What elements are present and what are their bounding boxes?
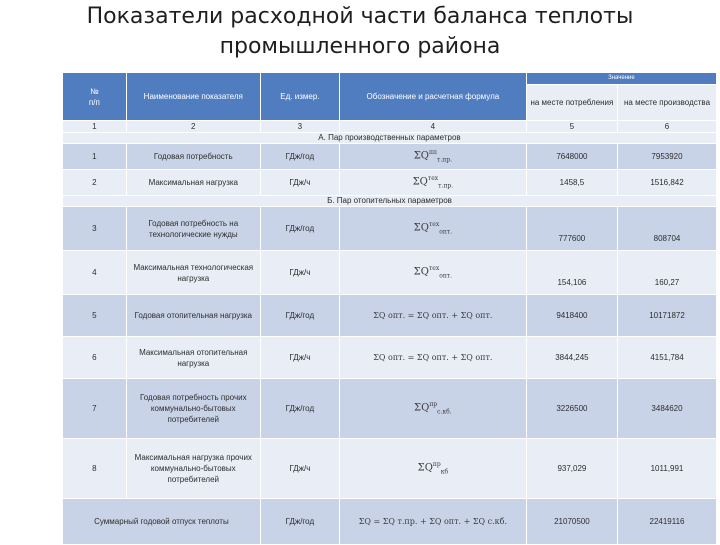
row-num: 6 (63, 337, 127, 379)
row-value-consumption: 154,106 (526, 251, 617, 295)
total-value-consumption: 21070500 (526, 499, 617, 545)
row-value-consumption: 7648000 (526, 144, 617, 170)
row-num: 8 (63, 439, 127, 499)
row-num: 7 (63, 379, 127, 439)
row-name: Максимальная отопительная нагрузка (126, 337, 260, 379)
row-formula: $\Sigma Q^{пп}_{т.пр.}$ (339, 144, 526, 170)
row-formula: ΣQ опт. = ΣQ опт. + ΣQ опт. (339, 337, 526, 379)
header-consumption: на месте потребления (526, 85, 617, 121)
row-unit: ГДж/ч (260, 251, 339, 295)
table-row (63, 439, 717, 499)
col-number: 5 (526, 121, 617, 133)
col-number: 2 (126, 121, 260, 133)
row-name: Максимальная нагрузка прочих коммунально-бытовых потребителей (126, 439, 260, 499)
row-value-production: 1011,991 (618, 439, 717, 499)
header-formula: Обозначение и расчетная формула (339, 73, 526, 121)
table-row (63, 379, 717, 439)
title-line-1: Показатели расходной части баланса теплоты (86, 4, 634, 29)
row-num: 5 (63, 295, 127, 337)
row-name: Максимальная нагрузка (126, 170, 260, 196)
total-row (63, 499, 717, 545)
row-value-production: 3484620 (618, 379, 717, 439)
row-value-consumption: 937,029 (526, 439, 617, 499)
balance-table (62, 72, 717, 545)
row-num: 3 (63, 207, 127, 251)
row-num: 4 (63, 251, 127, 295)
row-value-production: 4151,784 (618, 337, 717, 379)
table-row (63, 295, 717, 337)
row-name: Годовая потребность (126, 144, 260, 170)
page-title (0, 2, 720, 62)
row-value-consumption: 3844,245 (526, 337, 617, 379)
row-unit: ГДж/год (260, 295, 339, 337)
row-name: Годовая потребность прочих коммунально-бытовых потребителей (126, 379, 260, 439)
col-number: 6 (618, 121, 717, 133)
row-value-production: 1516,842 (618, 170, 717, 196)
row-value-production: 160,27 (618, 251, 717, 295)
table-row (63, 144, 717, 170)
title-line-2: промышленного района (219, 34, 501, 59)
table-row (63, 207, 717, 251)
row-value-consumption: 1458,5 (526, 170, 617, 196)
header-row-top (63, 73, 717, 85)
row-num: 2 (63, 170, 127, 196)
table-row (63, 170, 717, 196)
row-name: Максимальная технологическая нагрузка (126, 251, 260, 295)
col-number: 3 (260, 121, 339, 133)
section-b-label: Б. Пар отопительных параметров (63, 196, 717, 207)
row-value-consumption: 9418400 (526, 295, 617, 337)
col-number: 1 (63, 121, 127, 133)
header-production: на месте производства (618, 85, 717, 121)
section-b-row (63, 196, 717, 207)
row-formula: ΣQ опт. = ΣQ опт. + ΣQ опт. (339, 295, 526, 337)
row-unit: ГДж/ч (260, 439, 339, 499)
row-name: Годовая потребность на технологические нужды (126, 207, 260, 251)
total-label: Суммарный годовой отпуск теплоты (63, 499, 261, 545)
header-num: № п/п (63, 73, 127, 121)
row-unit: ГДж/год (260, 207, 339, 251)
header-name: Наименование показателя (126, 73, 260, 121)
row-num: 1 (63, 144, 127, 170)
row-value-production: 7953920 (618, 144, 717, 170)
row-value-production: 808704 (618, 207, 717, 251)
col-number: 4 (339, 121, 526, 133)
table-row (63, 251, 717, 295)
row-unit: ГДж/ч (260, 170, 339, 196)
header-values: Значение (526, 73, 716, 85)
row-formula: $\Sigma Q^{тех}_{т.пр.}$ (339, 170, 526, 196)
total-value-production: 22419116 (618, 499, 717, 545)
row-value-production: 10171872 (618, 295, 717, 337)
table-row (63, 337, 717, 379)
row-formula: $\Sigma Q^{тех}_{опт.}$ (339, 251, 526, 295)
row-formula: $\Sigma Q^{тех}_{опт.}$ (339, 207, 526, 251)
column-number-row (63, 121, 717, 133)
row-unit: ГДж/ч (260, 337, 339, 379)
row-value-consumption: 777600 (526, 207, 617, 251)
row-name: Годовая отопительная нагрузка (126, 295, 260, 337)
row-formula: $\Sigma Q^{пр}_{кб}$ (339, 439, 526, 499)
header-unit: Ед. измер. (260, 73, 339, 121)
row-value-consumption: 3226500 (526, 379, 617, 439)
row-formula: $\Sigma Q^{пр}_{с.кб.}$ (339, 379, 526, 439)
row-unit: ГДж/год (260, 144, 339, 170)
total-formula: ΣQ = ΣQ т.пр. + ΣQ опт. + ΣQ с.кб. (339, 499, 526, 545)
section-a-row (63, 133, 717, 144)
total-unit: ГДж/год (260, 499, 339, 545)
section-a-label: А. Пар производственных параметров (63, 133, 717, 144)
row-unit: ГДж/год (260, 379, 339, 439)
